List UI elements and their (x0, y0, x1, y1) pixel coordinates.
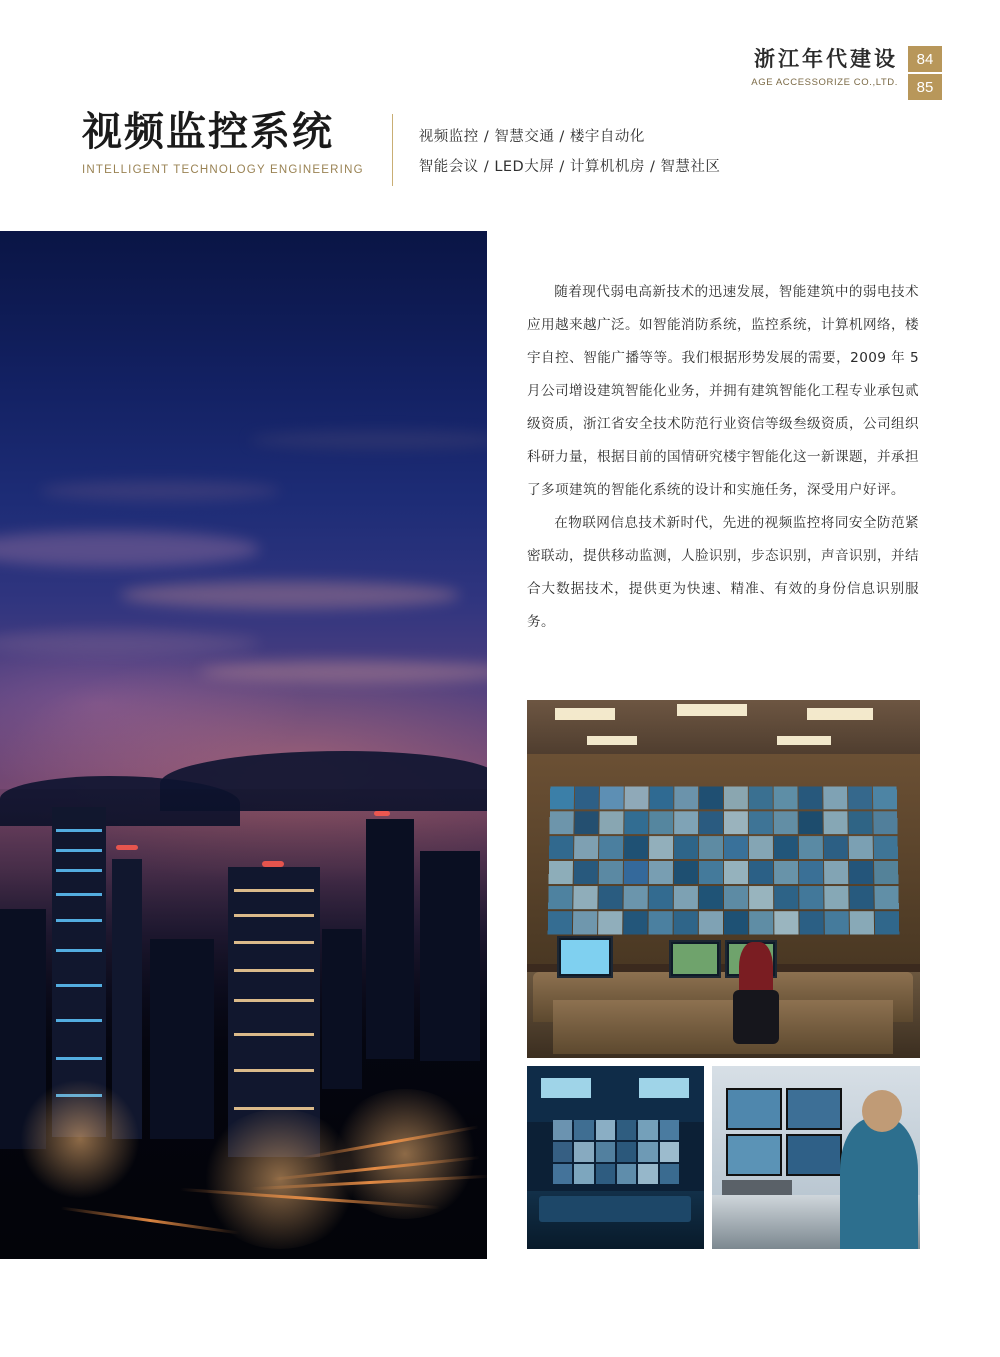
video-wall-cell (660, 1120, 679, 1140)
video-wall-cell (599, 861, 623, 884)
video-wall-cell (800, 911, 824, 935)
ceiling-light (777, 736, 831, 745)
window-band (56, 1057, 102, 1060)
video-wall-cell (849, 811, 873, 834)
video-wall-cell (799, 787, 823, 810)
brand-name-cn: 浙江年代建设 (754, 47, 898, 71)
window-band (56, 849, 102, 852)
video-wall-cell (574, 811, 598, 834)
video-wall-cell (874, 811, 898, 834)
video-wall (548, 787, 900, 935)
video-wall-cell (749, 836, 773, 859)
video-wall-cell (724, 886, 748, 910)
page-subtitle: INTELLIGENT TECHNOLOGY ENGINEERING (82, 164, 364, 176)
video-wall-cell (649, 861, 673, 884)
office-chair (733, 990, 779, 1044)
building (366, 819, 414, 1059)
monitor-screen (788, 1090, 840, 1128)
tag-line-2: 智能会议 / LED大屏 / 计算机机房 / 智慧社区 (418, 159, 721, 175)
video-wall-cell (624, 886, 648, 910)
side-screen (541, 1078, 591, 1098)
video-wall-cell (638, 1164, 657, 1184)
video-wall-cell (775, 911, 799, 935)
page-number-left: 84 (908, 46, 942, 72)
video-wall-cell (799, 811, 823, 834)
side-screen (639, 1078, 689, 1098)
window-band (56, 893, 102, 896)
operator-head (862, 1090, 902, 1132)
header-brand-row (754, 46, 942, 72)
video-wall-cell (873, 787, 897, 810)
rooftop-sign (116, 845, 138, 850)
workstation-monitor (726, 1134, 782, 1176)
window-band (56, 829, 102, 832)
desk-monitor (669, 940, 721, 978)
building (150, 939, 214, 1139)
video-wall-cell (649, 811, 673, 834)
ceiling-light (677, 704, 747, 716)
window-band (234, 914, 314, 917)
window-band (234, 999, 314, 1002)
title-block (82, 108, 720, 188)
window-band (234, 889, 314, 892)
video-wall-cell (824, 811, 848, 834)
video-wall-cell (660, 1164, 679, 1184)
workstation-monitor (786, 1134, 842, 1176)
video-wall-cell (617, 1142, 636, 1162)
cloud (40, 481, 280, 501)
video-wall-cell (674, 836, 698, 859)
video-wall-cell (548, 886, 572, 910)
video-wall-cell (774, 861, 798, 884)
video-wall-cell (674, 787, 697, 810)
video-wall-cell (650, 787, 674, 810)
video-wall-cell (699, 811, 722, 834)
video-wall-cell (699, 886, 723, 910)
video-wall-cell (573, 911, 597, 935)
workstation-monitor (786, 1088, 842, 1130)
video-wall-cell (874, 836, 898, 859)
video-wall-cell (724, 911, 748, 935)
video-wall-cell (599, 811, 623, 834)
video-wall-cell (724, 811, 747, 834)
video-wall-cell (674, 886, 698, 910)
video-wall-cell (574, 1120, 593, 1140)
video-wall-cell (699, 836, 723, 859)
desk-monitor (557, 936, 613, 978)
monitor-screen (788, 1136, 840, 1174)
building (420, 851, 480, 1061)
video-wall-cell (699, 911, 723, 935)
video-wall-cell (553, 1164, 572, 1184)
video-wall-cell (596, 1120, 615, 1140)
video-wall-cell (824, 836, 848, 859)
city-skyline (0, 789, 487, 1259)
video-wall-cell (638, 1120, 657, 1140)
video-wall-cell (674, 811, 698, 834)
video-wall-cell (617, 1164, 636, 1184)
video-wall-cell (849, 861, 873, 884)
building (322, 929, 362, 1089)
body-copy (527, 276, 919, 639)
window-band (56, 949, 102, 952)
video-wall-cell (553, 1142, 572, 1162)
tag-line-1: 视频监控 / 智慧交通 / 楼宇自动化 (418, 129, 645, 145)
video-wall-cell (849, 836, 873, 859)
video-wall-cell (574, 836, 598, 859)
video-wall-cell (574, 1164, 593, 1184)
video-wall-cell (799, 861, 823, 884)
video-wall-cell (875, 911, 899, 935)
video-wall-cell (549, 811, 573, 834)
video-wall-cell (649, 886, 673, 910)
video-wall-cell (850, 886, 874, 910)
video-wall-cell (573, 886, 597, 910)
operator-desk-front (553, 1000, 893, 1054)
video-wall-cell (848, 787, 872, 810)
title-tags (393, 108, 721, 188)
window-band (56, 984, 102, 987)
video-wall-cell (749, 811, 773, 834)
command-hall-photo (527, 1066, 704, 1249)
video-wall-cell (624, 811, 648, 834)
rooftop-sign (262, 861, 284, 867)
hall-video-wall (553, 1120, 679, 1184)
video-wall-cell (549, 861, 573, 884)
video-wall-cell (824, 861, 848, 884)
body-paragraph-1: 随着现代弱电高新技术的迅速发展，智能建筑中的弱电技术应用越来越广泛。如智能消防系统，监控系统，计算机网络，楼宇自控、智能广播等等。我们根据形势发展的需要，2009 年 5 月公司增设建筑智能化业务，并拥有建筑智能化工程专业承包贰级资质，浙江省安全技术防范行业资信等级叁级资质，公司组织科研力量，根据目前的国情研究楼宇智能化这一新课题，并承担了多项建筑的智能化系统的设计和实施任务，深受用户好评。 (527, 284, 919, 498)
video-wall-cell (724, 861, 748, 884)
video-wall-cell (875, 886, 899, 910)
video-wall-cell (699, 861, 723, 884)
standing-operator (840, 1118, 918, 1249)
window-band (234, 941, 314, 944)
video-wall-cell (574, 1142, 593, 1162)
page-number-right: 85 (908, 74, 942, 100)
keyboard (722, 1180, 792, 1196)
control-room-photo (527, 700, 920, 1058)
video-wall-cell (596, 1164, 615, 1184)
video-wall-cell (874, 861, 898, 884)
video-wall-cell (649, 836, 673, 859)
video-wall-cell (598, 911, 622, 935)
video-wall-cell (549, 836, 573, 859)
monitor-screen (728, 1090, 780, 1128)
video-wall-cell (674, 911, 698, 935)
video-wall-cell (649, 911, 673, 935)
cloud (120, 581, 460, 609)
video-wall-cell (774, 886, 798, 910)
window-band (234, 1033, 314, 1036)
header-brand-row-en (751, 72, 942, 100)
video-wall-cell (825, 911, 849, 935)
ceiling-light (587, 736, 637, 745)
video-wall-cell (799, 836, 823, 859)
video-wall-cell (638, 1142, 657, 1162)
page-title: 视频监控系统 (82, 109, 334, 155)
video-wall-cell (598, 886, 622, 910)
video-wall-cell (574, 861, 598, 884)
title-left (82, 108, 392, 188)
video-wall-cell (596, 1142, 615, 1162)
video-wall-cell (724, 787, 747, 810)
video-wall-cell (850, 911, 874, 935)
brand-name-en: AGE ACCESSORIZE CO.,LTD. (751, 77, 898, 88)
monitor-screen (561, 940, 609, 974)
video-wall-cell (674, 861, 698, 884)
video-wall-cell (624, 861, 648, 884)
monitor-screen (673, 944, 717, 974)
video-wall-cell (774, 787, 798, 810)
body-paragraph-2: 在物联网信息技术新时代，先进的视频监控将同安全防范紧密联动，提供移动监测，人脸识别，步态识别，声音识别，并结合大数据技术，提供更为快速、精准、有效的身份信息识别服务。 (527, 515, 919, 630)
video-wall-cell (599, 836, 623, 859)
video-wall-cell (548, 911, 572, 935)
video-wall-cell (600, 787, 624, 810)
hall-console (539, 1196, 691, 1222)
video-wall-cell (749, 886, 773, 910)
ceiling-light (807, 708, 873, 720)
hero-cityscape-photo (0, 231, 487, 1259)
window-band (56, 869, 102, 872)
page-header (751, 46, 942, 100)
video-wall-cell (617, 1120, 636, 1140)
video-wall-cell (553, 1120, 572, 1140)
video-wall-cell (699, 787, 722, 810)
monitor-screen (728, 1136, 780, 1174)
video-wall-cell (774, 836, 798, 859)
video-wall-cell (660, 1142, 679, 1162)
video-wall-cell (724, 836, 748, 859)
window-band (56, 1019, 102, 1022)
light-glow (20, 1079, 140, 1199)
video-wall-cell (749, 911, 773, 935)
video-wall-cell (800, 886, 824, 910)
workstation-monitor (726, 1088, 782, 1130)
video-wall-cell (774, 811, 798, 834)
video-wall-cell (749, 787, 772, 810)
video-wall-cell (625, 787, 649, 810)
video-wall-cell (749, 861, 773, 884)
video-wall-cell (624, 836, 648, 859)
video-wall-cell (623, 911, 647, 935)
window-band (56, 919, 102, 922)
ceiling-light (555, 708, 615, 720)
video-wall-cell (550, 787, 574, 810)
video-wall-cell (824, 787, 848, 810)
video-wall-cell (575, 787, 599, 810)
video-wall-cell (825, 886, 849, 910)
operator-workstation-photo (712, 1066, 920, 1249)
rooftop-sign (374, 811, 390, 816)
window-band (234, 969, 314, 972)
window-band (234, 1069, 314, 1072)
